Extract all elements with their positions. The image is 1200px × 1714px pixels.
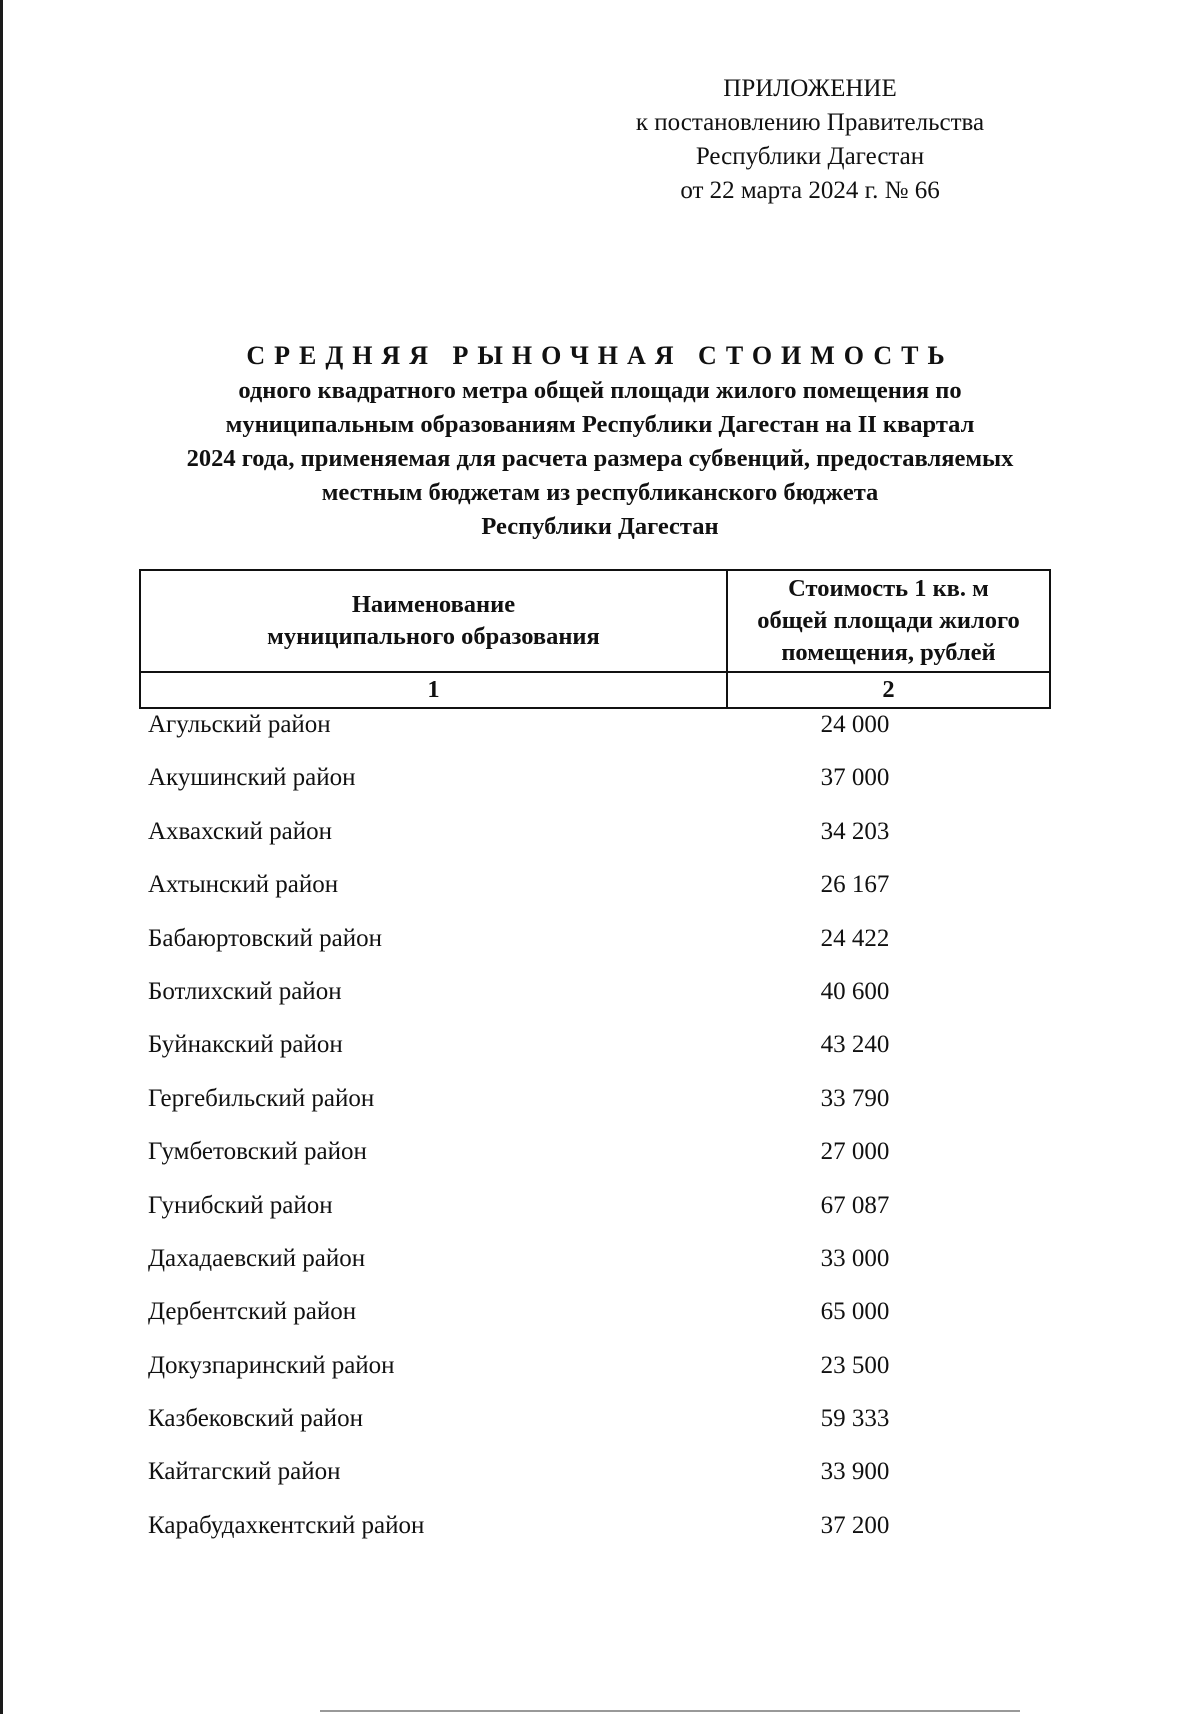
table-row (0, 1079, 1200, 1132)
cost-value: 40 600 (820, 977, 890, 1005)
table-row (0, 1346, 1200, 1399)
municipality-name: Казбековский район (148, 1405, 363, 1433)
column-header-cost-line-3: помещения, рублей (781, 639, 996, 666)
cost-value: 37 200 (820, 1511, 890, 1539)
cost-value: 24 000 (820, 711, 890, 738)
column-header-cost-line-1: Стоимость 1 кв. м (788, 575, 989, 602)
column-header-municipality-line-1: Наименование (351, 591, 516, 618)
table-row (0, 1452, 1200, 1505)
municipality-name: Гергебильский район (148, 1084, 375, 1112)
table-header-row (140, 570, 1050, 672)
table-row (0, 758, 1200, 811)
municipality-name: Докузпаринский район (148, 1351, 395, 1379)
document-title (90, 336, 1110, 544)
municipality-name: Агульский район (148, 711, 331, 738)
table-column-number-row (140, 672, 1050, 708)
table-row (0, 812, 1200, 865)
cost-value: 37 000 (820, 764, 890, 792)
title-line-3: 2024 года, применяемая для расчета размера субвенций, предоставляемых (186, 445, 1014, 472)
cost-value: 26 167 (820, 871, 890, 899)
column-header-cost (727, 570, 1050, 672)
scan-bottom-edge (320, 1710, 1020, 1712)
table-row (0, 972, 1200, 1025)
table-row (0, 919, 1200, 972)
table-row (0, 1399, 1200, 1452)
title-line-5: Республики Дагестан (481, 513, 719, 540)
cost-value: 43 240 (820, 1031, 890, 1059)
column-header-cost-line-2: общей площади жилого (757, 607, 1020, 634)
title-headline: СРЕДНЯЯ РЫНОЧНАЯ СТОИМОСТЬ (246, 341, 954, 370)
cost-value: 34 203 (820, 817, 890, 845)
municipality-name: Гумбетовский район (148, 1138, 367, 1166)
column-header-municipality (140, 570, 727, 672)
table-row (0, 705, 1200, 758)
appendix-header (560, 72, 1060, 208)
municipality-name: Гунибский район (148, 1191, 333, 1219)
municipality-name: Дербентский район (148, 1298, 357, 1326)
table-row (0, 1132, 1200, 1185)
table-row (0, 1186, 1200, 1239)
table-row (0, 1025, 1200, 1078)
table-row (0, 1292, 1200, 1345)
municipality-name: Акушинский район (148, 764, 356, 792)
cost-value: 67 087 (820, 1191, 890, 1219)
municipality-name: Ботлихский район (148, 977, 342, 1005)
cost-value: 59 333 (820, 1405, 890, 1433)
municipality-name: Ахвахский район (148, 817, 333, 845)
cost-value: 33 900 (820, 1458, 890, 1486)
appendix-republic: Республики Дагестан (695, 143, 925, 170)
cost-value: 33 790 (820, 1084, 890, 1112)
table-body (0, 705, 1200, 1559)
cost-table-header (139, 569, 1051, 709)
appendix-resolution: к постановлению Правительства (635, 109, 985, 136)
table-row (0, 1506, 1200, 1559)
municipality-name: Дахадаевский район (148, 1244, 366, 1272)
appendix-label: ПРИЛОЖЕНИЕ (723, 75, 897, 102)
municipality-name: Кайтагский район (148, 1458, 341, 1486)
column-header-municipality-line-2: муниципального образования (267, 623, 600, 650)
table-row (0, 1239, 1200, 1292)
column-number-2: 2 (727, 672, 1050, 708)
column-number-1: 1 (140, 672, 727, 708)
appendix-date-number: от 22 марта 2024 г. № 66 (680, 177, 940, 204)
municipality-name: Ахтынский район (148, 871, 339, 899)
cost-value: 24 422 (820, 924, 890, 952)
title-line-2: муниципальным образованиям Республики Дагестан на II квартал (225, 411, 975, 438)
cost-value: 65 000 (820, 1298, 890, 1326)
municipality-name: Буйнакский район (148, 1031, 343, 1059)
cost-value: 23 500 (820, 1351, 890, 1379)
municipality-name: Бабаюртовский район (148, 924, 382, 952)
title-line-4: местным бюджетам из республиканского бюджета (321, 479, 879, 506)
table-row (0, 865, 1200, 918)
cost-value: 27 000 (820, 1138, 890, 1166)
municipality-name: Карабудахкентский район (148, 1511, 425, 1539)
cost-value: 33 000 (820, 1244, 890, 1272)
title-line-1: одного квадратного метра общей площади жилого помещения по (238, 377, 962, 404)
